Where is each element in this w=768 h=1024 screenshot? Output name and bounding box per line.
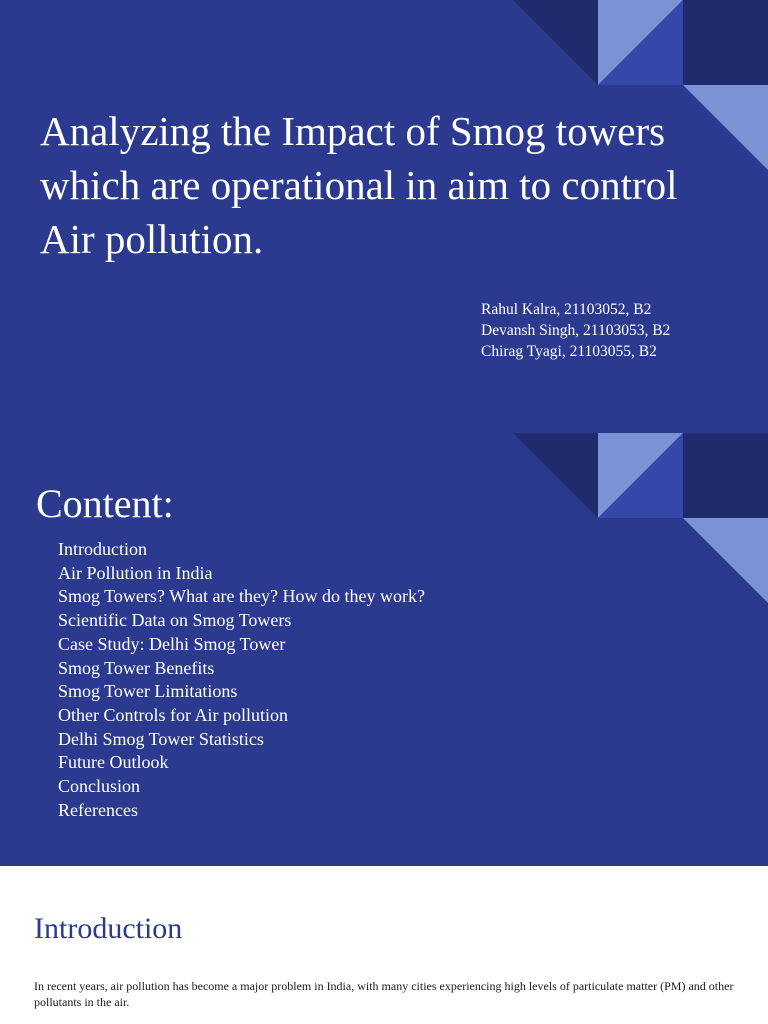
toc-item: References (58, 799, 138, 820)
decorative-triangles (513, 433, 768, 603)
contents-heading: Content: (36, 481, 174, 526)
deco-dark-square (683, 0, 768, 85)
table-of-contents (58, 538, 425, 822)
toc-item: Air Pollution in India (58, 562, 213, 583)
toc-item: Delhi Smog Tower Statistics (58, 728, 264, 749)
author-line: Rahul Kalra, 21103052, B2 (481, 301, 652, 318)
deco-dark-square (683, 433, 768, 518)
toc-item: Introduction (58, 539, 147, 559)
presentation-title: Analyzing the Impact of Smog towers which are operational in aim to control Air pollution. (40, 108, 678, 262)
author-list (481, 299, 670, 362)
toc-item: Other Controls for Air pollution (58, 704, 288, 725)
toc-item: Conclusion (58, 776, 141, 797)
introduction-paragraph: In recent years, air pollution has become a major problem in India, with many cities experiencing high levels of particulate matter (PM) and other pollutants in the air. (34, 979, 734, 1009)
toc-item: Scientific Data on Smog Towers (58, 610, 292, 631)
introduction-page (0, 866, 768, 1024)
introduction-heading: Introduction (34, 912, 183, 945)
author-line: Chirag Tyagi, 21103055, B2 (481, 343, 657, 360)
toc-item: Future Outlook (58, 752, 169, 773)
toc-item: Smog Tower Limitations (58, 681, 238, 702)
toc-item: Smog Tower Benefits (58, 657, 215, 678)
toc-item: Case Study: Delhi Smog Tower (58, 633, 286, 654)
toc-item: Smog Towers? What are they? How do they work? (58, 586, 425, 607)
deco-light-triangle-lower (683, 518, 768, 603)
contents-slide (0, 433, 768, 866)
deco-dark-triangle-left (513, 433, 598, 518)
author-line: Devansh Singh, 21103053, B2 (481, 322, 671, 339)
title-slide (0, 0, 768, 433)
deco-dark-triangle-left (513, 0, 598, 85)
